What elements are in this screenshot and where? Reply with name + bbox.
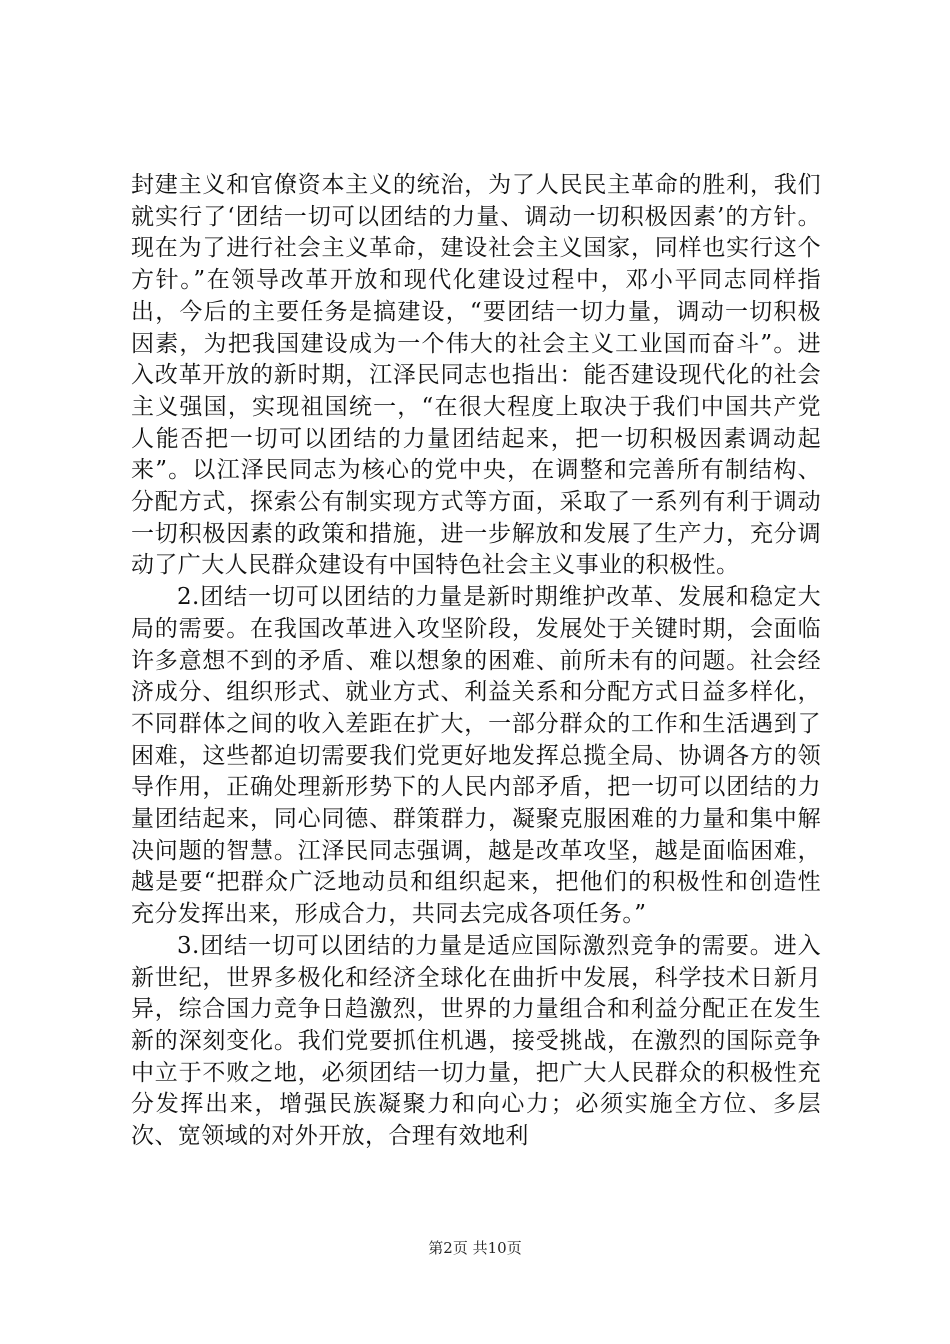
document-body: [131, 170, 821, 1153]
paragraph-point-2: 2.团结一切可以团结的力量是新时期维护改革、发展和稳定大局的需要。在我国改革进入攻坚阶段，发展处于关键时期，会面临许多意想不到的矛盾、难以想象的困难、前所未有的问题。社会经济成分、组织形式、就业方式、利益关系和分配方式日益多样化，不同群体之间的收入差距在扩大，一部分群众的工作和生活遇到了困难，这些都迫切需要我们党更好地发挥总揽全局、协调各方的领导作用，正确处理新形势下的人民内部矛盾，把一切可以团结的力量团结起来，同心同德、群策群力，凝聚克服困难的力量和集中解决问题的智慧。江泽民同志强调，越是改革攻坚，越是面临困难，越是要“把群众广泛地动员和组织起来，把他们的积极性和创造性充分发挥出来，形成合力，共同去完成各项任务。”: [131, 584, 821, 928]
page-footer: 第2页 共10页: [428, 1239, 522, 1257]
paragraph-continuation: 封建主义和官僚资本主义的统治，为了人民民主革命的胜利，我们就实行了‘团结一切可以团结的力量、调动一切积极因素’的方针。现在为了进行社会主义革命，建设社会主义国家，同样也实行这个方针。”在领导改革开放和现代化建设过程中，邓小平同志同样指出，今后的主要任务是搞建设，“要团结一切力量，调动一切积极因素，为把我国建设成为一个伟大的社会主义工业国而奋斗”。进入改革开放的新时期，江泽民同志也指出：能否建设现代化的社会主义强国，实现祖国统一，“在很大程度上取决于我们中国共产党人能否把一切可以团结的力量团结起来，把一切积极因素调动起来”。以江泽民同志为核心的党中央，在调整和完善所有制结构、分配方式，探索公有制实现方式等方面，采取了一系列有利于调动一切积极因素的政策和措施，进一步解放和发展了生产力，充分调动了广大人民群众建设有中国特色社会主义事业的积极性。: [131, 172, 821, 579]
paragraph-point-3: 3.团结一切可以团结的力量是适应国际激烈竞争的需要。进入新世纪，世界多极化和经济全球化在曲折中发展，科学技术日新月异，综合国力竞争日趋激烈，世界的力量组合和利益分配正在发生新的深刻变化。我们党要抓住机遇，接受挑战，在激烈的国际竞争中立于不败之地，必须团结一切力量，把广大人民群众的积极性充分发挥出来，增强民族凝聚力和向心力；必须实施全方位、多层次、宽领域的对外开放，合理有效地利: [131, 932, 821, 1150]
